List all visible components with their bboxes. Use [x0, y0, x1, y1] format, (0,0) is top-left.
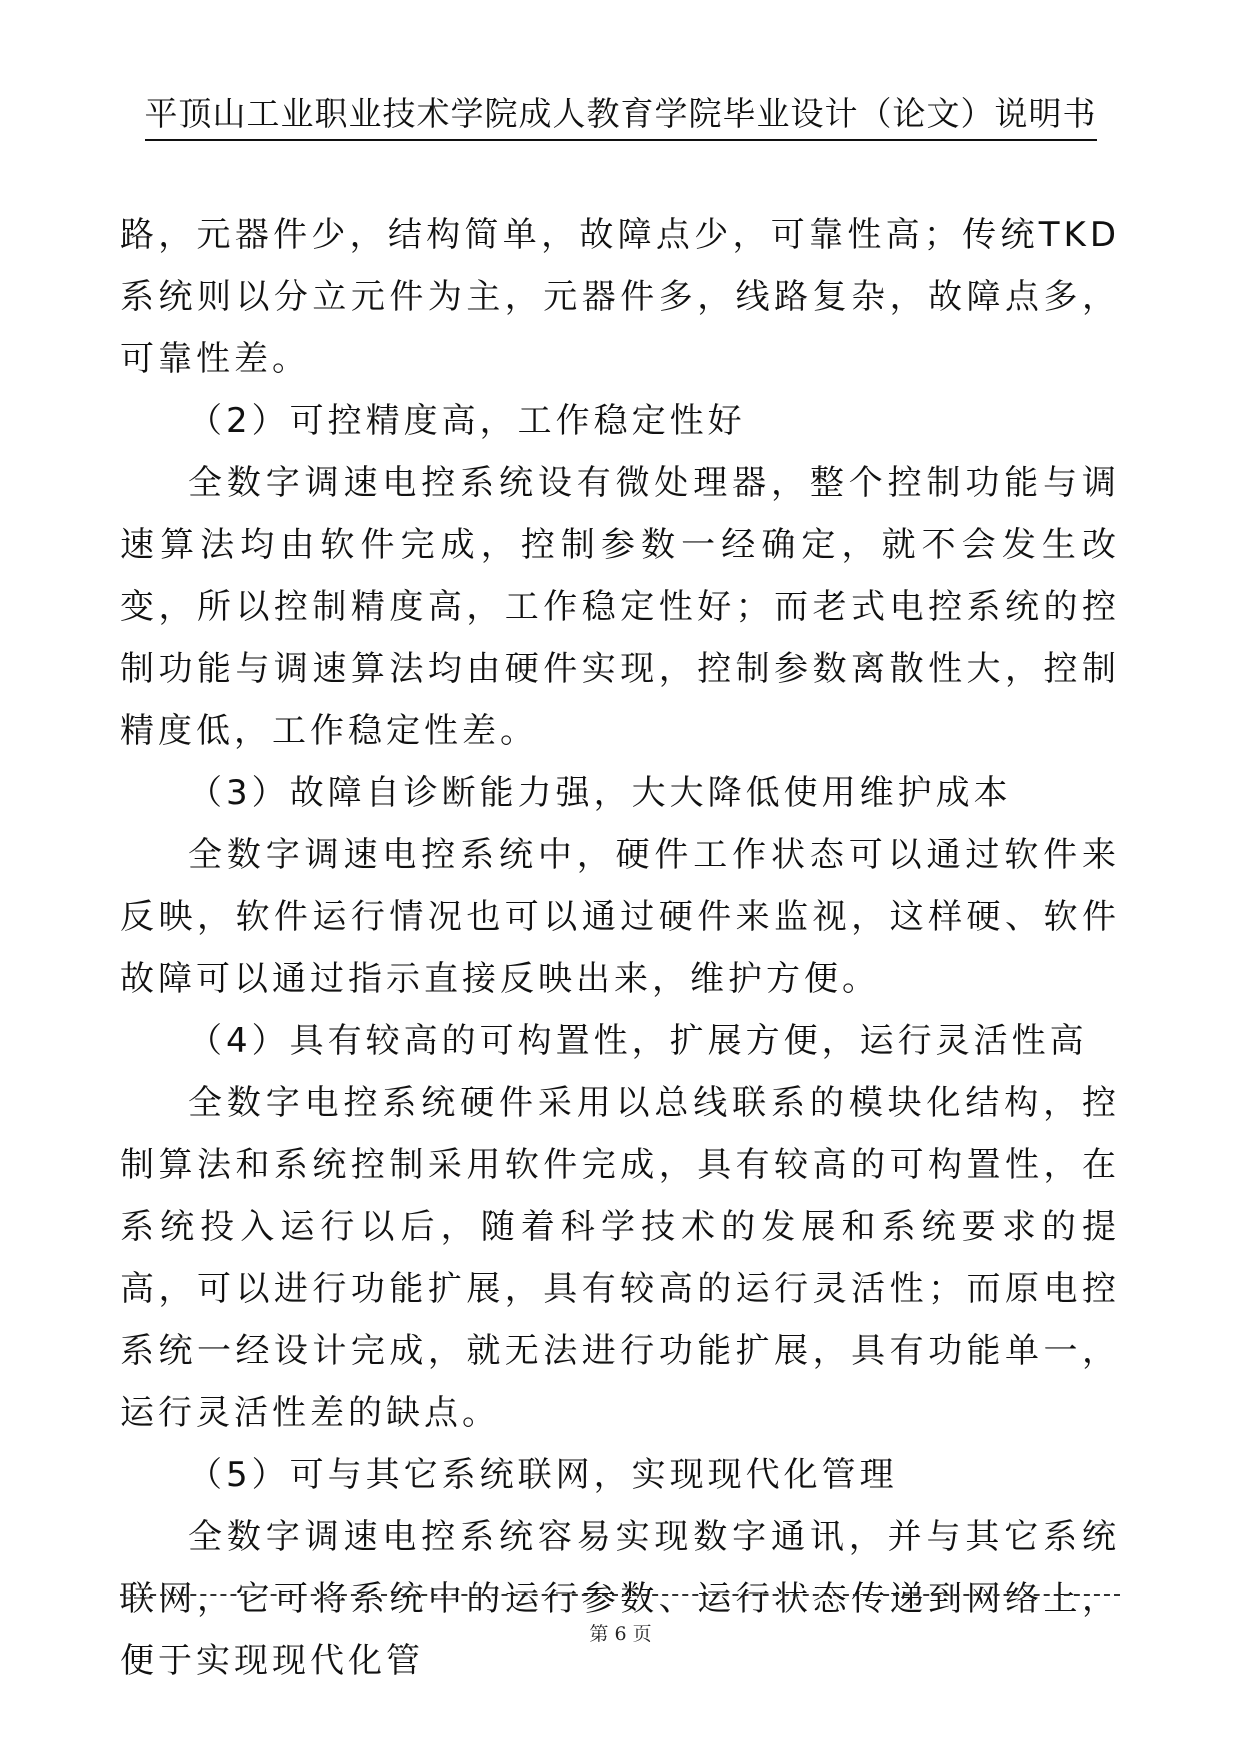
paragraph: 全数字电控系统硬件采用以总线联系的模块化结构，控制算法和系统控制采用软件完成，具有较高的可构置性，在系统投入运行以后，随着科学技术的发展和系统要求的提高，可以进行功能扩展，具有较高的运行灵活性；而原电控系统一经设计完成，就无法进行功能扩展，具有功能单一，运行灵活性差的缺点。	[120, 1083, 1120, 1433]
paragraph: 全数字调速电控系统中，硬件工作状态可以通过软件来反映，软件运行情况也可以通过硬件来监视，这样硬、软件故障可以通过指示直接反映出来，维护方便。	[120, 835, 1120, 999]
section-heading-4: （4）具有较高的可构置性，扩展方便，运行灵活性高	[188, 1021, 1088, 1061]
section-heading-2: （2）可控精度高，工作稳定性好	[188, 401, 746, 441]
footer-divider	[120, 1594, 1120, 1596]
paragraph: 全数字调速电控系统设有微处理器，整个控制功能与调速算法均由软件完成，控制参数一经确定，就不会发生改变，所以控制精度高，工作稳定性好；而老式电控系统的控制功能与调速算法均由硬件实现，控制参数离散性大，控制精度低，工作稳定性差。	[120, 463, 1120, 751]
page-header	[0, 92, 1241, 141]
document-body	[120, 204, 1120, 1692]
page-number: 第 6 页	[589, 1623, 652, 1645]
document-title: 平顶山工业职业技术学院成人教育学院毕业设计（论文）说明书	[145, 92, 1097, 141]
section-heading-3: （3）故障自诊断能力强，大大降低使用维护成本	[188, 773, 1012, 813]
paragraph-continuation: 路，元器件少，结构简单，故障点少，可靠性高；传统TKD系统则以分立元件为主，元器件多，线路复杂，故障点多，可靠性差。	[120, 215, 1120, 379]
section-heading-5: （5）可与其它系统联网，实现现代化管理	[188, 1455, 898, 1495]
paragraph: 全数字调速电控系统容易实现数字通讯，并与其它系统联网，它可将系统中的运行参数、运行状态传递到网络上，便于实现现代化管	[120, 1517, 1120, 1681]
